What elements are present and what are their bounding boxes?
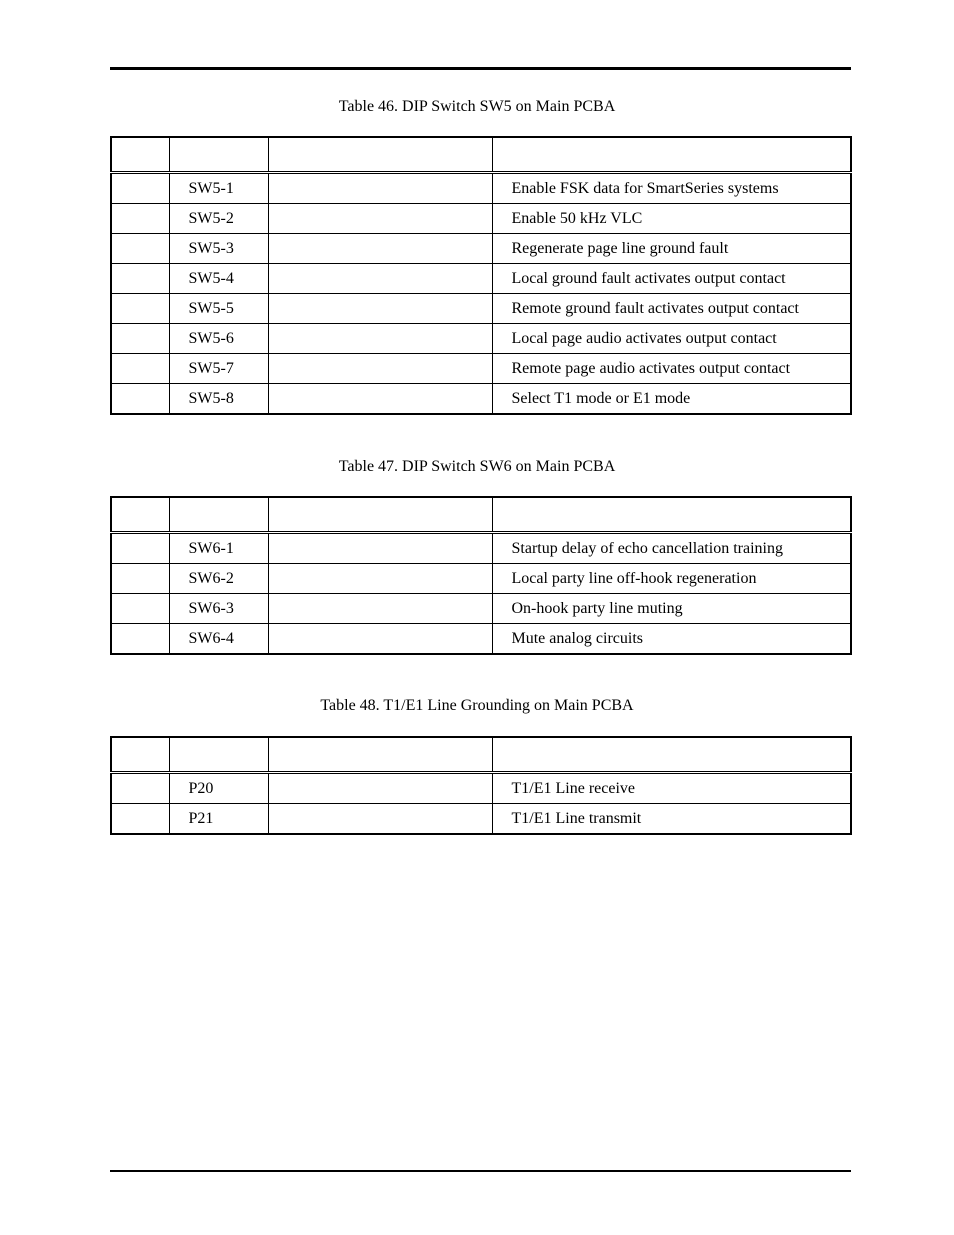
switch-cell: SW5-7 [169,354,268,384]
description-cell: T1/E1 Line transmit [492,804,851,835]
description-cell: T1/E1 Line receive [492,773,851,804]
table-47 [110,496,852,655]
table-row [111,354,851,384]
table-row [111,234,851,264]
table-row [111,384,851,415]
description-cell: Enable FSK data for SmartSeries systems [492,173,851,204]
table-48 [110,736,852,835]
description-cell: Enable 50 kHz VLC [492,204,851,234]
table-row [111,324,851,354]
description-cell: Local page audio activates output contact [492,324,851,354]
table-row [111,773,851,804]
table-row [111,533,851,564]
description-cell: Local ground fault activates output contact [492,264,851,294]
description-cell: Regenerate page line ground fault [492,234,851,264]
table-46 [110,136,852,415]
table-row [111,624,851,655]
switch-cell: SW5-4 [169,264,268,294]
table-row [111,264,851,294]
description-cell: Remote page audio activates output contact [492,354,851,384]
description-cell: Mute analog circuits [492,624,851,655]
table-row [111,594,851,624]
table-row [111,173,851,204]
description-cell: Select T1 mode or E1 mode [492,384,851,415]
switch-cell: SW6-3 [169,594,268,624]
table-47-caption: Table 47. DIP Switch SW6 on Main PCBA [338,458,616,475]
switch-cell: P21 [169,804,268,835]
table-48-caption: Table 48. T1/E1 Line Grounding on Main PCBA [320,697,634,714]
switch-cell: P20 [169,773,268,804]
table-row [111,294,851,324]
table-46-caption: Table 46. DIP Switch SW5 on Main PCBA [338,98,616,115]
switch-cell: SW5-6 [169,324,268,354]
switch-cell: SW6-4 [169,624,268,655]
description-cell: Local party line off-hook regeneration [492,564,851,594]
table-header-row [111,497,851,533]
description-cell: Startup delay of echo cancellation training [492,533,851,564]
header-rule [110,67,851,70]
table-row [111,204,851,234]
table-row [111,804,851,835]
switch-cell: SW5-3 [169,234,268,264]
footer-rule [110,1170,851,1172]
table-header-row [111,137,851,173]
table-row [111,564,851,594]
switch-cell: SW6-2 [169,564,268,594]
switch-cell: SW5-8 [169,384,268,415]
switch-cell: SW5-1 [169,173,268,204]
table-header-row [111,737,851,773]
switch-cell: SW5-2 [169,204,268,234]
switch-cell: SW5-5 [169,294,268,324]
description-cell: On-hook party line muting [492,594,851,624]
description-cell: Remote ground fault activates output contact [492,294,851,324]
switch-cell: SW6-1 [169,533,268,564]
